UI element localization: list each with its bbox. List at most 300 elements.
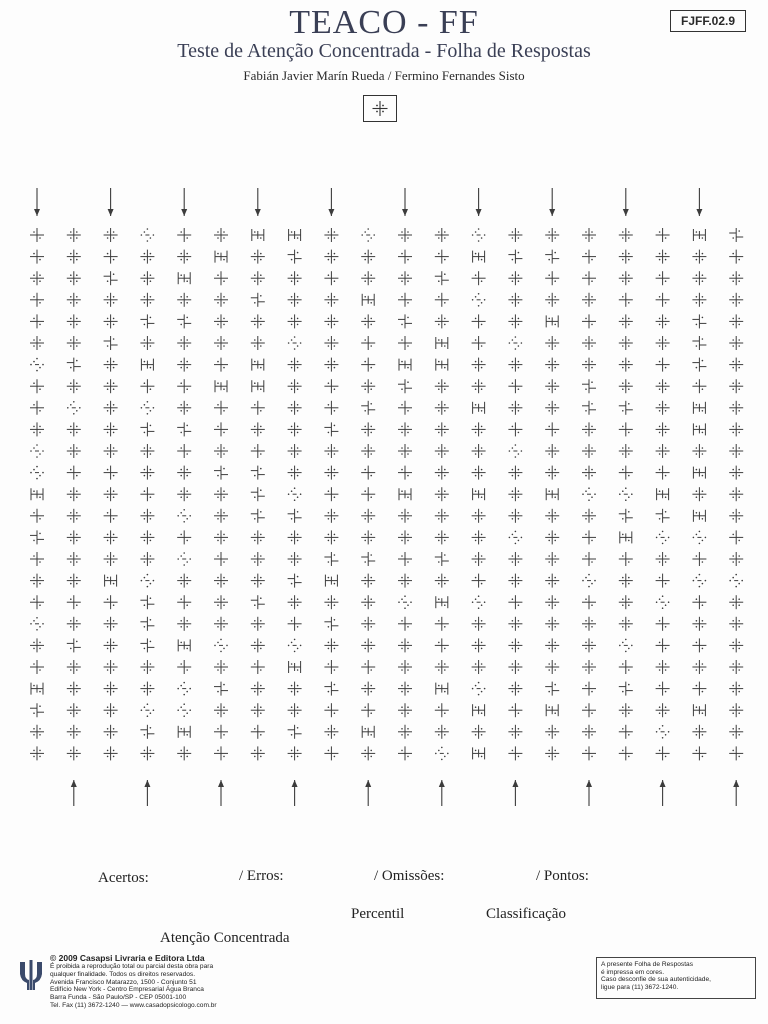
grid-symbol xyxy=(178,726,190,738)
down-arrow-icon xyxy=(181,188,187,216)
grid-symbol xyxy=(508,617,522,631)
grid-symbol xyxy=(435,314,449,328)
grid-symbol xyxy=(67,401,81,415)
grid-symbol xyxy=(545,444,559,458)
grid-symbol xyxy=(361,617,375,631)
grid-symbol xyxy=(361,336,375,350)
grid-symbol xyxy=(729,660,743,674)
grid-symbol xyxy=(398,250,412,264)
grid-symbol xyxy=(693,531,707,545)
grid-symbol xyxy=(251,530,265,544)
grid-symbol xyxy=(288,271,302,285)
grid-symbol xyxy=(214,660,228,674)
grid-symbol xyxy=(398,552,412,566)
grid-symbol xyxy=(177,682,191,696)
grid-symbol xyxy=(656,250,670,264)
grid-symbol xyxy=(435,401,449,415)
grid-symbol xyxy=(729,314,743,328)
grid-symbol xyxy=(140,746,154,760)
up-arrow-icon xyxy=(218,780,224,806)
grid-symbol xyxy=(67,314,81,328)
grid-symbol xyxy=(508,552,522,566)
grid-symbol xyxy=(656,617,670,631)
grid-symbol xyxy=(729,746,743,760)
grid-symbol xyxy=(656,358,670,372)
grid-symbol xyxy=(361,682,375,696)
grid-symbol xyxy=(656,401,670,415)
grid-symbol xyxy=(692,660,706,674)
grid-symbol xyxy=(324,682,338,696)
grid-symbol xyxy=(582,509,596,523)
grid-symbol xyxy=(435,552,449,566)
grid-symbol xyxy=(177,552,191,566)
grid-symbol xyxy=(325,575,337,587)
grid-symbol xyxy=(324,422,338,436)
grid-symbol xyxy=(472,358,486,372)
grid-symbol xyxy=(619,595,633,609)
grid-symbol xyxy=(582,401,596,415)
grid-symbol xyxy=(472,595,486,609)
grid-symbol xyxy=(361,444,375,458)
grid-symbol xyxy=(582,358,596,372)
grid-symbol xyxy=(619,509,633,523)
grid-symbol xyxy=(693,423,705,435)
up-arrow-icon xyxy=(733,780,739,806)
grid-symbol xyxy=(472,293,486,307)
grid-symbol xyxy=(67,336,81,350)
grid-symbol xyxy=(288,466,302,480)
grid-symbol xyxy=(582,552,596,566)
grid-symbol xyxy=(361,660,375,674)
grid-symbol xyxy=(361,422,375,436)
grid-symbol xyxy=(140,314,154,328)
grid-symbol xyxy=(509,531,523,545)
grid-symbol xyxy=(214,725,228,739)
grid-symbol xyxy=(214,487,228,501)
grid-symbol xyxy=(324,552,338,566)
grid-symbol xyxy=(30,379,44,393)
grid-symbol xyxy=(104,336,118,350)
down-arrow-icon xyxy=(623,188,629,216)
grid-symbol xyxy=(251,638,265,652)
up-arrow-icon xyxy=(660,780,666,806)
grid-symbol xyxy=(361,271,375,285)
grid-symbol xyxy=(619,617,633,631)
grid-symbol xyxy=(214,530,228,544)
grid-symbol xyxy=(436,596,448,608)
grid-symbol xyxy=(508,595,522,609)
grid-symbol xyxy=(177,250,191,264)
grid-symbol xyxy=(435,509,449,523)
grid-symbol xyxy=(30,552,44,566)
grid-symbol xyxy=(141,703,155,717)
grid-symbol xyxy=(693,402,705,414)
grid-symbol xyxy=(361,746,375,760)
grid-symbol xyxy=(508,466,522,480)
publisher-line: É proibida a reprodução total ou parcial desta obra para xyxy=(50,963,214,970)
grid-symbol xyxy=(30,638,44,652)
grid-symbol xyxy=(729,444,743,458)
grid-symbol xyxy=(104,271,118,285)
grid-symbol xyxy=(30,725,44,739)
grid-symbol xyxy=(251,574,265,588)
notice-line: ligue para (11) 3672-1240. xyxy=(601,983,679,991)
grid-symbol xyxy=(104,746,118,760)
grid-symbol xyxy=(252,229,264,241)
grid-symbol xyxy=(545,530,559,544)
grid-symbol xyxy=(177,466,191,480)
grid-symbol xyxy=(104,552,118,566)
grid-symbol xyxy=(398,379,412,393)
grid-symbol xyxy=(473,704,485,716)
grid-symbol xyxy=(619,703,633,717)
grid-symbol xyxy=(67,617,81,631)
grid-symbol xyxy=(435,638,449,652)
grid-symbol xyxy=(620,531,632,543)
grid-symbol xyxy=(324,250,338,264)
grid-symbol xyxy=(472,336,486,350)
grid-symbol xyxy=(361,314,375,328)
grid-symbol xyxy=(545,293,559,307)
publisher-line: Tel. Fax (11) 3672-1240 — www.casadopsicologo.com.br xyxy=(50,1001,217,1009)
grid-symbol xyxy=(67,487,81,501)
percentil-label: Percentil xyxy=(351,906,405,922)
grid-symbol xyxy=(288,250,302,264)
up-arrow-icon xyxy=(586,780,592,806)
up-arrow-icon xyxy=(292,780,298,806)
grid-symbol xyxy=(288,703,302,717)
grid-symbol xyxy=(140,682,154,696)
grid-symbol xyxy=(399,359,411,371)
acertos-label: Acertos: xyxy=(98,870,149,886)
grid-symbol xyxy=(398,336,412,350)
grid-symbol xyxy=(619,250,633,264)
grid-symbol xyxy=(324,509,338,523)
down-arrow-icon xyxy=(402,188,408,216)
grid-symbol xyxy=(361,638,375,652)
grid-symbol xyxy=(435,574,449,588)
grid-symbol xyxy=(398,638,412,652)
grid-symbol xyxy=(251,660,265,674)
grid-symbol xyxy=(361,466,375,480)
grid-symbol xyxy=(104,466,118,480)
grid-symbol xyxy=(288,617,302,631)
grid-symbol xyxy=(104,638,118,652)
grid-symbol xyxy=(582,725,596,739)
grid-symbol xyxy=(30,422,44,436)
grid-symbol xyxy=(582,466,596,480)
grid-symbol xyxy=(508,703,522,717)
grid-symbol xyxy=(324,617,338,631)
grid-symbol xyxy=(619,466,633,480)
grid-symbol xyxy=(619,422,633,436)
grid-symbol xyxy=(508,358,522,372)
grid-symbol xyxy=(177,530,191,544)
notice-line: é impressa em cores. xyxy=(601,968,665,976)
grid-symbol xyxy=(177,358,191,372)
grid-symbol xyxy=(472,228,486,242)
grid-symbol xyxy=(214,552,228,566)
grid-symbol xyxy=(435,617,449,631)
grid-symbol xyxy=(619,639,633,653)
grid-symbol xyxy=(435,293,449,307)
authors-line: Fabián Javier Marín Rueda / Fermino Fernandes Sisto xyxy=(243,68,525,83)
grid-symbol xyxy=(582,638,596,652)
grid-symbol xyxy=(435,747,449,761)
grid-symbol xyxy=(435,660,449,674)
grid-symbol xyxy=(692,250,706,264)
grid-symbol xyxy=(472,271,486,285)
down-arrow-icon xyxy=(34,188,40,216)
grid-symbol xyxy=(729,725,743,739)
grid-symbol xyxy=(214,336,228,350)
grid-symbol xyxy=(692,314,706,328)
grid-symbol xyxy=(582,379,596,393)
grid-symbol xyxy=(104,703,118,717)
grid-symbol xyxy=(177,574,191,588)
up-arrow-icon xyxy=(365,780,371,806)
grid-symbol xyxy=(729,509,743,523)
form-code-badge: FJFF.02.9 xyxy=(670,10,746,32)
grid-symbol xyxy=(545,746,559,760)
grid-symbol xyxy=(177,509,191,523)
grid-symbol xyxy=(656,746,670,760)
grid-symbol xyxy=(361,530,375,544)
grid-symbol xyxy=(30,574,44,588)
grid-symbol xyxy=(508,314,522,328)
grid-symbol xyxy=(398,574,412,588)
grid-symbol xyxy=(582,444,596,458)
grid-symbol xyxy=(619,660,633,674)
page-subtitle: Teste de Atenção Concentrada - Folha de Respostas xyxy=(177,40,591,62)
grid-symbol xyxy=(251,336,265,350)
grid-symbol xyxy=(472,314,486,328)
grid-symbol xyxy=(251,401,265,415)
grid-symbol xyxy=(30,466,44,480)
grid-symbol xyxy=(361,703,375,717)
grid-symbol xyxy=(288,574,302,588)
grid-symbol xyxy=(619,725,633,739)
grid-symbol xyxy=(729,530,743,544)
grid-symbol xyxy=(508,271,522,285)
grid-symbol xyxy=(509,336,523,350)
grid-symbol xyxy=(508,509,522,523)
grid-symbol xyxy=(67,509,81,523)
notice-line: A presente Folha de Respostas xyxy=(601,961,694,968)
grid-symbol xyxy=(582,746,596,760)
grid-symbol xyxy=(324,271,338,285)
grid-symbol xyxy=(545,682,559,696)
grid-symbol xyxy=(398,293,412,307)
grid-symbol xyxy=(177,617,191,631)
grid-symbol xyxy=(693,467,705,479)
grid-symbol xyxy=(251,314,265,328)
grid-symbol xyxy=(729,293,743,307)
grid-symbol xyxy=(398,401,412,415)
grid-symbol xyxy=(509,444,523,458)
grid-symbol xyxy=(435,703,449,717)
grid-symbol xyxy=(30,228,44,242)
grid-symbol xyxy=(30,660,44,674)
grid-symbol xyxy=(473,402,485,414)
grid-symbol xyxy=(619,401,633,415)
grid-symbol xyxy=(729,379,743,393)
grid-symbol xyxy=(546,488,558,500)
grid-symbol xyxy=(140,271,154,285)
grid-symbol xyxy=(177,293,191,307)
grid-symbol xyxy=(729,228,743,242)
grid-symbol xyxy=(177,401,191,415)
grid-symbol xyxy=(214,444,228,458)
grid-symbol xyxy=(545,509,559,523)
grid-symbol xyxy=(251,250,265,264)
grid-symbol xyxy=(140,422,154,436)
grid-symbol xyxy=(619,379,633,393)
grid-symbol xyxy=(288,509,302,523)
grid-symbol xyxy=(30,617,44,631)
grid-symbol xyxy=(288,725,302,739)
grid-symbol xyxy=(619,746,633,760)
grid-symbol xyxy=(508,660,522,674)
grid-symbol xyxy=(214,422,228,436)
grid-symbol xyxy=(67,530,81,544)
grid-symbol xyxy=(546,704,558,716)
grid-symbol xyxy=(104,250,118,264)
grid-symbol xyxy=(729,401,743,415)
grid-symbol xyxy=(177,595,191,609)
grid-symbol xyxy=(692,552,706,566)
grid-symbol xyxy=(215,251,227,263)
grid-symbol xyxy=(67,250,81,264)
grid-symbol xyxy=(361,574,375,588)
grid-symbol xyxy=(656,228,670,242)
grid-symbol xyxy=(619,336,633,350)
grid-symbol xyxy=(67,552,81,566)
grid-symbol xyxy=(398,746,412,760)
grid-symbol xyxy=(324,595,338,609)
grid-symbol xyxy=(729,336,743,350)
grid-symbol xyxy=(582,336,596,350)
grid-symbol xyxy=(729,574,743,588)
grid-symbol xyxy=(30,530,44,544)
atencao-concentrada-label: Atenção Concentrada xyxy=(160,930,290,946)
grid-symbol xyxy=(289,661,301,673)
grid-symbol xyxy=(252,359,264,371)
grid-symbol xyxy=(324,530,338,544)
grid-symbol xyxy=(693,229,705,241)
grid-symbol xyxy=(214,703,228,717)
grid-symbol xyxy=(473,251,485,263)
grid-symbol xyxy=(104,660,118,674)
grid-symbol xyxy=(656,703,670,717)
grid-symbol xyxy=(324,401,338,415)
grid-symbol xyxy=(214,466,228,480)
grid-symbol xyxy=(729,422,743,436)
grid-symbol xyxy=(435,466,449,480)
grid-symbol xyxy=(30,703,44,717)
grid-symbol xyxy=(140,552,154,566)
grid-symbol xyxy=(692,746,706,760)
grid-symbol xyxy=(508,725,522,739)
grid-symbol xyxy=(582,660,596,674)
grid-symbol xyxy=(656,379,670,393)
grid-symbol xyxy=(619,228,633,242)
omissoes-label: / Omissões: xyxy=(374,868,445,884)
authenticity-notice xyxy=(596,957,756,999)
grid-symbol xyxy=(288,552,302,566)
grid-symbol xyxy=(582,314,596,328)
grid-symbol xyxy=(140,638,154,652)
grid-symbol xyxy=(693,574,707,588)
grid-symbol xyxy=(546,315,558,327)
grid-symbol xyxy=(473,747,485,759)
grid-symbol xyxy=(729,638,743,652)
grid-symbol xyxy=(177,336,191,350)
grid-symbol xyxy=(472,682,486,696)
grid-symbol xyxy=(251,725,265,739)
grid-symbol xyxy=(177,422,191,436)
grid-symbol xyxy=(251,444,265,458)
grid-symbol xyxy=(729,487,743,501)
grid-symbol xyxy=(140,250,154,264)
grid-symbol xyxy=(324,379,338,393)
grid-symbol xyxy=(214,746,228,760)
grid-symbol xyxy=(729,682,743,696)
grid-symbol xyxy=(656,725,670,739)
grid-symbol xyxy=(545,422,559,436)
grid-symbol xyxy=(435,379,449,393)
grid-symbol xyxy=(140,617,154,631)
grid-symbol xyxy=(692,725,706,739)
grid-symbol xyxy=(582,617,596,631)
grid-symbol xyxy=(545,552,559,566)
grid-symbol xyxy=(30,336,44,350)
grid-symbol xyxy=(104,617,118,631)
grid-symbol xyxy=(361,401,375,415)
grid-symbol xyxy=(472,552,486,566)
grid-symbol xyxy=(251,487,265,501)
grid-symbol xyxy=(692,293,706,307)
grid-symbol xyxy=(361,379,375,393)
grid-symbol xyxy=(582,682,596,696)
grid-symbol xyxy=(104,530,118,544)
grid-symbol xyxy=(582,228,596,242)
grid-symbol xyxy=(398,595,412,609)
grid-symbol xyxy=(692,595,706,609)
grid-symbol xyxy=(214,228,228,242)
grid-symbol xyxy=(214,271,228,285)
grid-symbol xyxy=(398,422,412,436)
publisher-line: Barra Funda - São Paulo/SP - CEP 05001-100 xyxy=(50,994,187,1002)
grid-symbol xyxy=(619,487,633,501)
grid-symbol xyxy=(545,401,559,415)
grid-symbol xyxy=(31,488,43,500)
grid-symbol xyxy=(177,314,191,328)
grid-symbol xyxy=(140,487,154,501)
grid-symbol xyxy=(362,294,374,306)
grid-symbol xyxy=(67,574,81,588)
grid-symbol xyxy=(324,487,338,501)
grid-symbol xyxy=(398,314,412,328)
grid-symbol xyxy=(619,682,633,696)
grid-symbol xyxy=(288,487,302,501)
grid-symbol xyxy=(251,746,265,760)
grid-symbol xyxy=(105,575,117,587)
grid-symbol xyxy=(398,444,412,458)
grid-symbol xyxy=(729,617,743,631)
grid-symbol xyxy=(508,422,522,436)
grid-symbol xyxy=(67,682,81,696)
